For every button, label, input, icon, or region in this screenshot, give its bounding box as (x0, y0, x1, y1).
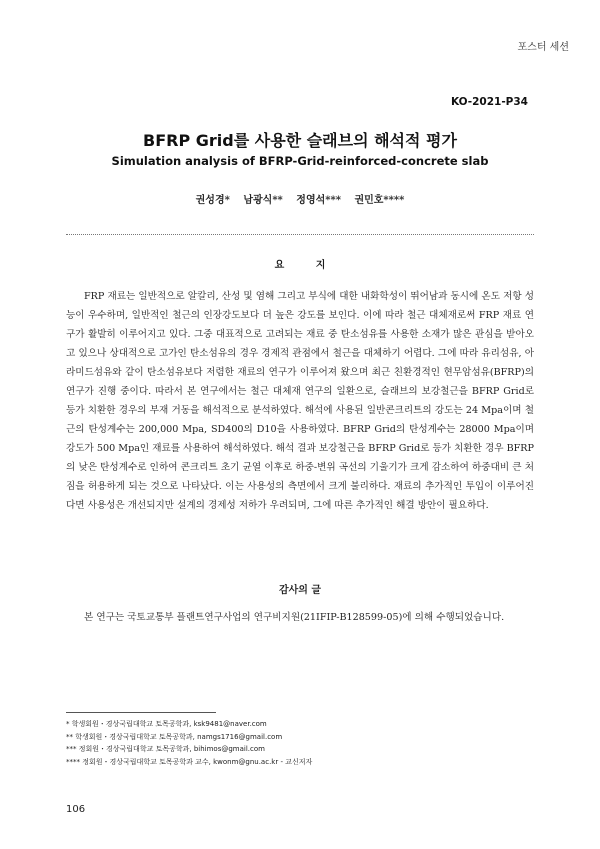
footnote-item: * 학생회원・경상국립대학교 토목공학과, ksk9481@naver.com (66, 720, 267, 728)
footnote-item: ** 학생회원・경상국립대학교 토목공학과, namgs1716@gmail.com (66, 732, 283, 741)
footnote-item: *** 정회원・경상국립대학교 토목공학과, bihimos@gmail.com (66, 745, 265, 754)
paper-title-korean: BFRP Grid를 사용한 슬래브의 해석적 평가 (143, 131, 457, 150)
footnote-item: **** 정회원・경상국립대학교 토목공학과 교수, kwonm@gnu.ac.kr - 교신저자 (66, 757, 313, 766)
section-label: 포스터 세션 (517, 42, 569, 53)
author-name: 정영석*** (296, 195, 341, 206)
footnote-divider (66, 712, 216, 713)
author-name: 권성경* (195, 195, 230, 206)
paper-title-english: Simulation analysis of BFRP-Grid-reinforced-concrete slab (111, 154, 489, 168)
acknowledgement-heading: 감사의 글 (278, 585, 322, 596)
author-list (0, 191, 600, 206)
abstract-body: FRP 재료는 일반적으로 알칼리, 산성 및 염해 그리고 부식에 대한 내화학성이 뛰어남과 동시에 온도 저항 성능이 우수하며, 일반적인 철근의 인장강도보다 더 높은 강도를 보인다. 이에 따라 철근 대체재로써 FRP 재료 연구가 활발히 이루어지고 있다. 그중 대표적으로 고려되는 재료 중 탄소섬유를 사용한 소재가 많은 관심을 받아오고 있으나 상대적으로 고가인 탄소섬유의 경우 경제적 관점에서 철근을 대체하기 어렵다. 그에 따라 유리섬유, 아라미드섬유와 같이 탄소섬유보다 저렴한 재료의 연구가 이루어져 왔으며 최근 친환경적인 현무암섬유(BFRP)의 연구가 진행 중이다. 따라서 본 연구에서는 철근 대체재 연구의 일환으로, 슬래브의 보강철근을 BFRP Grid로 등가 치환한 경우의 부재 거동을 해석적으로 분석하였다. 해석에 사용된 일반콘크리트의 강도는 24 Mpa이며 철근의 탄성계수는 200,000 Mpa, SD400의 D10을 사용하였다. BFRP Grid의 탄성계수는 28000 Mpa이며 강도가 500 Mpa인 재료를 사용하여 해석하였다. 해석 결과 보강철근을 BFRP Grid로 등가 치환한 경우 BFRP의 낮은 탄성계수로 인하여 콘크리트 초기 균열 이후로 하중-변위 곡선의 기울기가 크게 감소하여 하중대비 큰 처짐을 허용하게 되는 것으로 나타났다. 이는 사용성의 측면에서 크게 불리하다. 재료의 추가적인 투입이 이루어진다면 사용성은 개선되지만 설계의 경제성 저하가 우려되며, 그에 따른 추가적인 해결 방안이 필요하다. (66, 291, 534, 511)
paper-code: KO-2021-P34 (450, 96, 528, 108)
page-number: 106 (66, 804, 86, 815)
abstract-heading: 요 지 (274, 260, 340, 271)
author-name: 남광식** (243, 195, 283, 206)
author-name: 권민호**** (354, 195, 405, 206)
section-divider (66, 234, 534, 235)
acknowledgement-body: 본 연구는 국토교통부 플랜트연구사업의 연구비지원(21IFIP-B128599-05)에 의해 수행되었습니다. (84, 612, 505, 623)
footnote-list (66, 718, 312, 768)
